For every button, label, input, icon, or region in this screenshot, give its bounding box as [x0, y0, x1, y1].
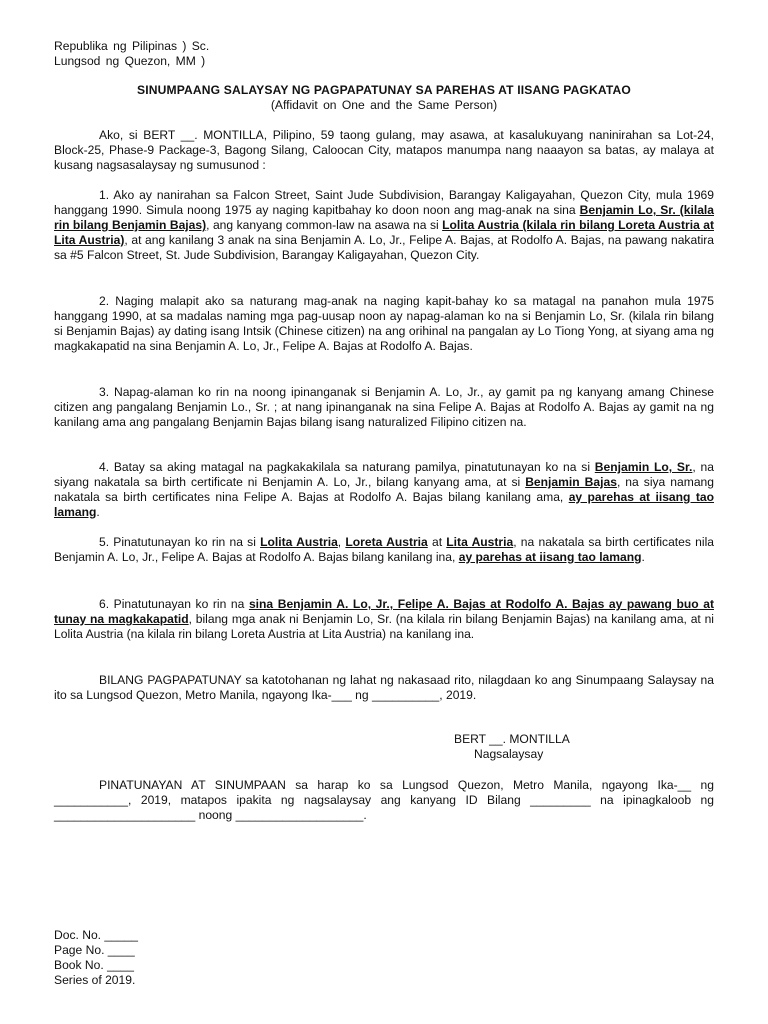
paragraph-6-siblings: sina Benjamin A. Lo, Jr., Felipe A. Bajas at Rodolfo A. Bajas ay pawang buo at tunay na magkakapatid — [54, 597, 714, 626]
paragraph-4-text-c: , na siyang nakatala sa birth certificate ni Benjamin A. Lo, Jr., bilang kanyang ama, at si — [54, 460, 714, 489]
paragraph-5-text-c: , — [337, 535, 346, 549]
paragraph-5-conclusion: ay parehas at iisang tao lamang — [458, 550, 642, 564]
paragraph-4-text-e: , na siya namang nakatala sa birth certificates nina Felipe A. Bajas at Rodolfo A. Bajas bilang kanilang ama, — [54, 475, 715, 504]
paragraph-1-text-a: 1. Ako ay nanirahan sa Falcon Street, Saint Jude Subdivision, Barangay Kaligayahan, Quezon City, mula 1969 hanggang 1990. Simula noong 1975 ay naging kapitbahay ko doon noon ang mag-anak na sina — [54, 188, 714, 217]
venue-line-republic: Republika ng Pilipinas ) Sc. — [54, 39, 210, 53]
signer-name: BERT __. MONTILLA — [454, 732, 570, 746]
paragraph-1-father-name: Benjamin Lo, Sr. (kilala rin bilang Benjamin Bajas) — [54, 203, 715, 232]
paragraph-5-name-loreta: Loreta Austria — [345, 535, 428, 549]
document-subtitle: (Affidavit on One and the Same Person) — [270, 98, 498, 112]
signature-block — [454, 732, 634, 762]
paragraph-4-text-g: . — [96, 505, 100, 519]
paragraph-6 — [54, 597, 714, 642]
paragraph-5-name-lita: Lita Austria — [446, 535, 514, 549]
intro-paragraph: Ako, si BERT __. MONTILLA, Pilipino, 59 taong gulang, may asawa, at kasalukuyang naninirahan sa Lot-24, Block-25, Phase-9 Package-3, Bagong Silang, Caloocan City, matapos manumpa nang naaayon sa batas, ay malaya at kusang nagsasalaysay ng sumusunod : — [54, 128, 714, 172]
document-title: SINUMPAANG SALAYSAY NG PAGPAPATUNAY SA PAREHAS AT IISANG PAGKATAO — [136, 83, 631, 97]
paragraph-4-text-a: 4. Batay sa aking matagal na pagkakakilala sa naturang pamilya, pinatutunayan ko na si — [99, 460, 595, 474]
page-number: Page No. ____ — [54, 943, 135, 957]
paragraph-4 — [54, 460, 714, 520]
paragraph-4-name-lo: Benjamin Lo, Sr. — [594, 460, 693, 474]
jurat-paragraph: PINATUNAYAN AT SINUMPAAN sa harap ko sa Lungsod Quezon, Metro Manila, ngayong Ika-__ ng ___________, 2019, matapos ipakita ng nagsalaysay ang kanyang ID Bilang _________ na ipinagkaloob ng _____________________ noong ___________________. — [54, 778, 714, 822]
series-year: Series of 2019. — [54, 973, 136, 987]
doc-number: Doc. No. _____ — [54, 928, 139, 942]
paragraph-5-text-a: 5. Pinatutunayan ko rin na si — [99, 535, 261, 549]
venue-line-city: Lungsod ng Quezon, MM ) — [54, 54, 206, 68]
paragraph-5-name-lolita: Lolita Austria — [260, 535, 338, 549]
signer-role: Nagsalaysay — [474, 747, 544, 761]
paragraph-5-text-g: , na nakatala sa birth certificates nila Benjamin A. Lo, Jr., Felipe A. Bajas at Rodolfo A. Bajas bilang kanilang ina, — [54, 535, 714, 564]
paragraph-6-text-a: 6. Pinatutunayan ko rin na — [99, 597, 249, 611]
closing-paragraph: BILANG PAGPAPATUNAY sa katotohanan ng lahat ng nakasaad rito, nilagdaan ko ang Sinumpaang Salaysay na ito sa Lungsod Quezon, Metro Manila, ngayong Ika-___ ng __________, 2019. — [54, 673, 714, 702]
paragraph-5-text-i: . — [641, 550, 645, 564]
paragraph-3: 3. Napag-alaman ko rin na noong ipinanganak si Benjamin A. Lo, Jr., ay gamit pa ng kanyang amang Chinese citizen ang pangalang Benjamin Lo., Sr. ; at nang ipinanganak na sina Felipe A. Bajas at Rodolfo A. Bajas ay gamit na ng kanilang ama ang pangalang Benjamin Bajas bilang isang naturalized Filipino citizen na. — [54, 385, 714, 429]
paragraph-2: 2. Naging malapit ako sa naturang mag-anak na naging kapit-bahay ko sa matagal na panahon mula 1975 hanggang 1990, at sa madalas naming mga pag-uusap noon ay napag-alaman ko na si Benjamin Lo, Sr. (kilala rin bilang si Benjamin Bajas) ay dating isang Intsik (Chinese citizen) na ang orihinal na pangalan ay Lo Tiong Yong, at siyang ama ng magkakapatid na sina Benjamin A. Lo, Jr., Felipe A. Bajas at Rodolfo A. Bajas. — [54, 294, 714, 353]
paragraph-1-text-e: , at ang kanilang 3 anak na sina Benjamin A. Lo, Jr., Felipe A. Bajas, at Rodolfo A. Bajas, na pawang nakatira sa #5 Falcon Street, St. Jude Subdivision, Barangay Kaligayahan, Quezon City. — [54, 233, 715, 262]
paragraph-5-text-e: at — [427, 535, 447, 549]
paragraph-1 — [54, 188, 714, 263]
paragraph-4-conclusion: ay parehas at iisang tao lamang — [54, 490, 714, 519]
paragraph-6-text-c: , bilang mga anak ni Benjamin Lo, Sr. (na kilala rin bilang Benjamin Bajas) na kanilang ama, at ni Lolita Austria (na kilala rin bilang Loreta Austria at Lita Austria) na kanilang ina. — [54, 612, 714, 641]
paragraph-1-mother-name: Lolita Austria (kilala rin bilang Loreta Austria at Lita Austria) — [54, 218, 714, 247]
paragraph-1-text-c: , ang kanyang common-law na asawa na si — [206, 218, 443, 232]
paragraph-5 — [54, 535, 714, 565]
notarial-register — [54, 928, 254, 988]
book-number: Book No. ____ — [54, 958, 135, 972]
venue-block — [54, 39, 354, 69]
paragraph-4-name-bajas: Benjamin Bajas — [525, 475, 617, 489]
